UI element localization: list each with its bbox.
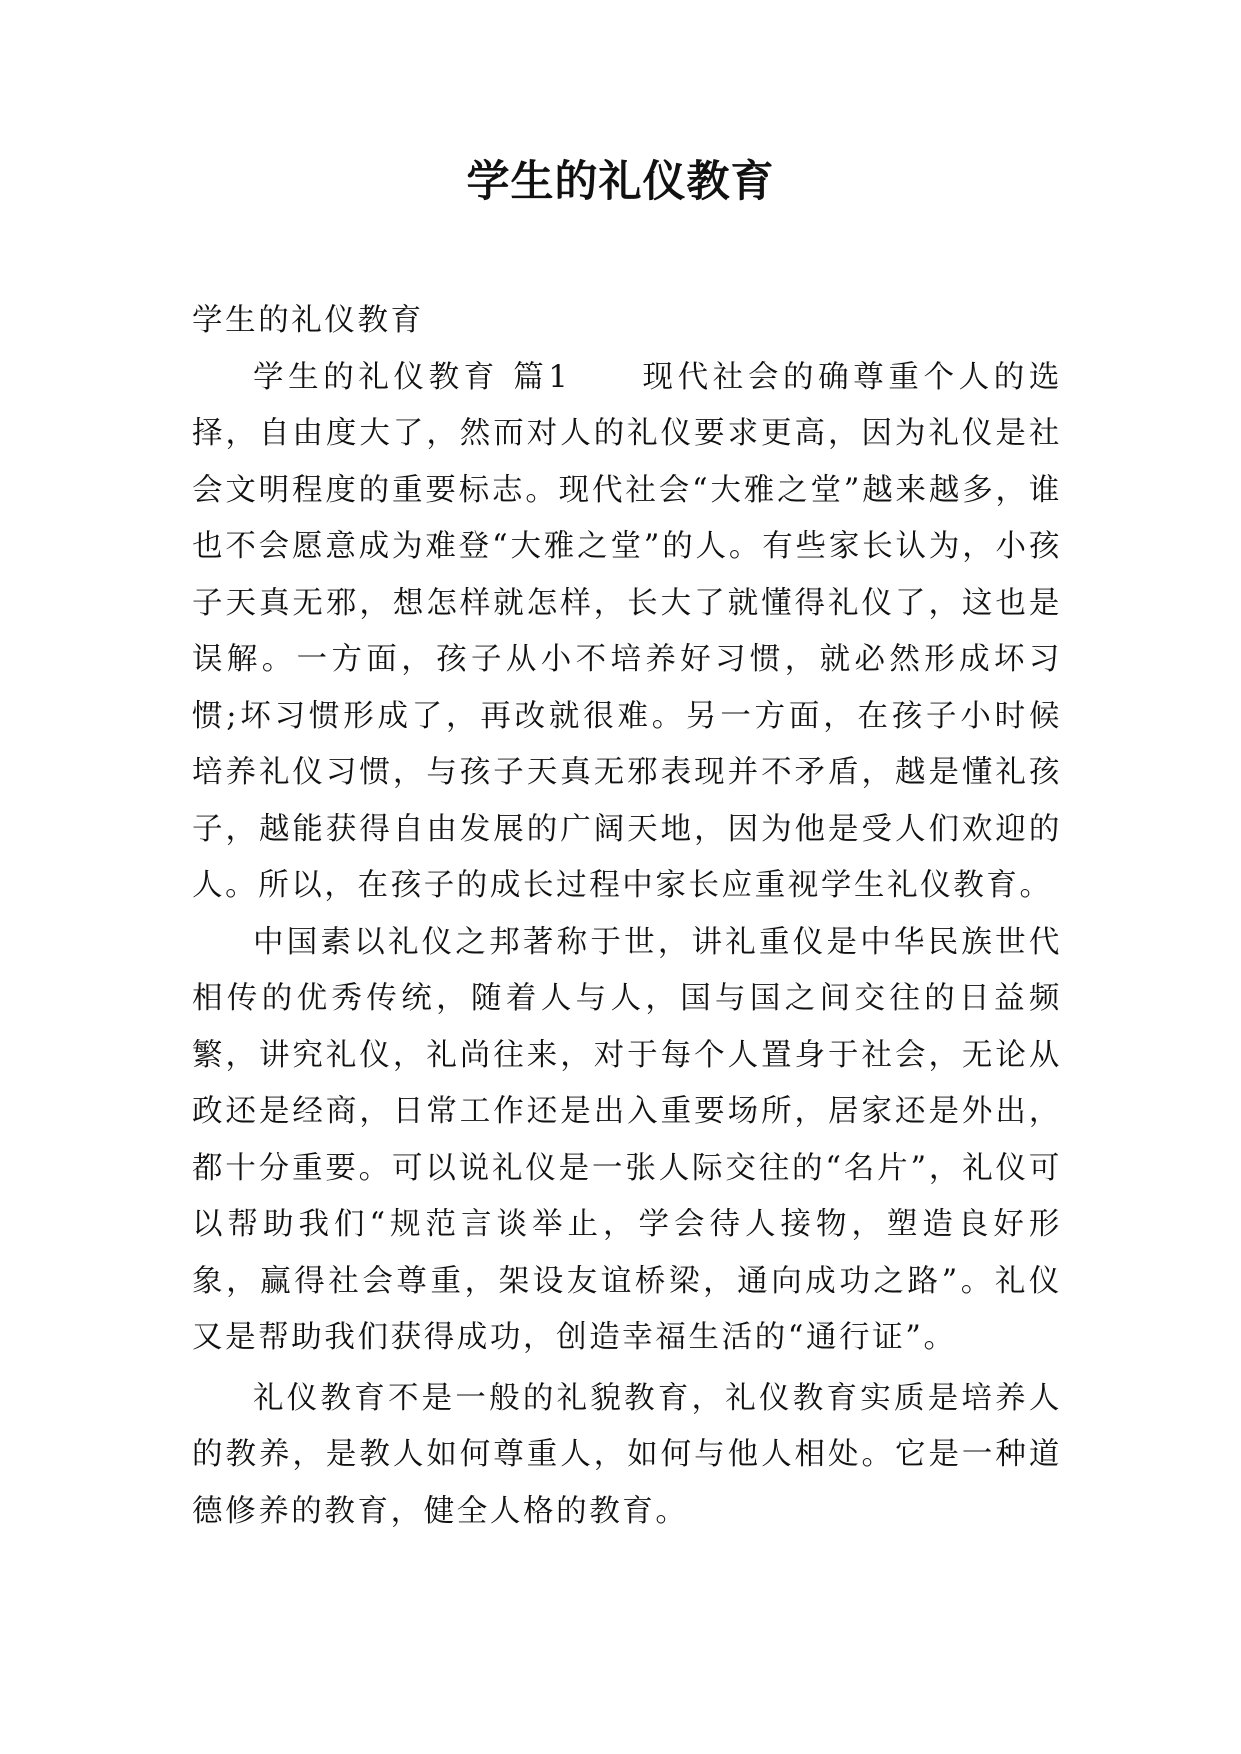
document-body: [192, 293, 1062, 1540]
section-heading: 学生的礼仪教育 篇1: [253, 359, 571, 395]
paragraph-2: 中国素以礼仪之邦著称于世，讲礼重仪是中华民族世代相传的优秀传统，随着人与人，国与国之间交往的日益频繁，讲究礼仪，礼尚往来，对于每个人置身于社会，无论从政还是经商，日常工作还是出入重要场所，居家还是外出，都十分重要。可以说礼仪是一张人际交往的“名片”，礼仪可以帮助我们“规范言谈举止，学会待人接物，塑造良好形象，赢得社会尊重，架设友谊桥梁，通向成功之路”。礼仪又是帮助我们获得成功，创造幸福生活的“通行证”。: [192, 924, 1062, 1355]
paragraph-1: [192, 350, 1062, 915]
paragraph-3: 礼仪教育不是一般的礼貌教育，礼仪教育实质是培养人的教养，是教人如何尊重人，如何与他人相处。它是一种道德修养的教育，健全人格的教育。: [192, 1380, 1062, 1529]
paragraph-1-text: 现代社会的确尊重个人的选择，自由度大了，然而对人的礼仪要求更高，因为礼仪是社会文明程度的重要标志。现代社会“大雅之堂”越来越多，谁也不会愿意成为难登“大雅之堂”的人。有些家长认为，小孩子天真无邪，想怎样就怎样，长大了就懂得礼仪了，这也是误解。一方面，孩子从小不培养好习惯，就必然形成坏习惯;坏习惯形成了，再改就很难。另一方面，在孩子小时候培养礼仪习惯，与孩子天真无邪表现并不矛盾，越是懂礼孩子，越能获得自由发展的广阔天地，因为他是受人们欢迎的人。所以，在孩子的成长过程中家长应重视学生礼仪教育。: [192, 359, 1062, 903]
document-title: 学生的礼仪教育: [466, 157, 775, 207]
document-subtitle: 学生的礼仪教育: [192, 303, 424, 338]
